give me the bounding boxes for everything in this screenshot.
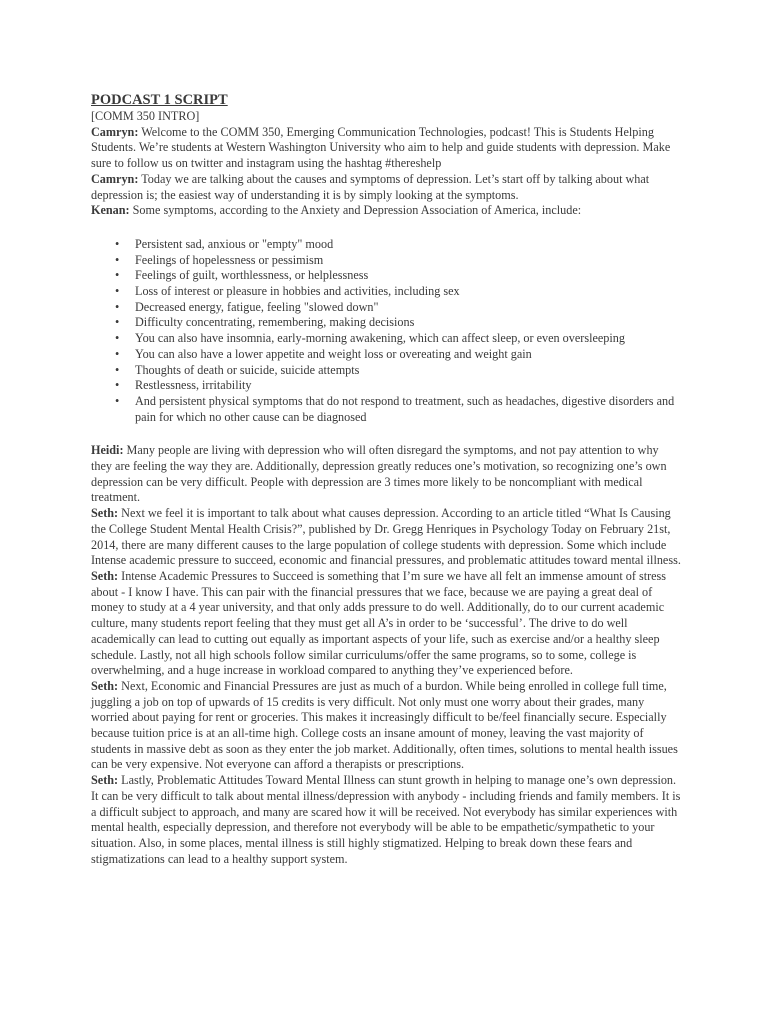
speaker-label: Camryn: [91, 171, 139, 186]
intro-paragraph [91, 125, 681, 172]
symptom-item: • You can also have insomnia, early-morning awakening, which can affect sleep, or even oversleeping [91, 331, 681, 347]
symptom-list [91, 237, 681, 425]
paragraph-text: Lastly, Problematic Attitudes Toward Mental Illness can stunt growth in helping to manage one’s own depression. It can be very difficult to talk about mental illness/depression with anybody - including friends and family members. It is a difficult subject to approach, and many are scared how it will be received. Not everybody has similar experiences with mental health, especially depression, and therefore not everybody will be able to be empathetic/sympathetic to your situation. Also, in some places, mental illness is still highly stigmatized. Helping to break down these fears and stigmatizations can lead to a healthy support system. [91, 773, 681, 866]
symptom-item: • Persistent sad, anxious or "empty" mood [91, 237, 681, 253]
intro-paragraph [91, 172, 681, 203]
speaker-label: Seth: [91, 568, 119, 583]
symptom-item: • Loss of interest or pleasure in hobbies and activities, including sex [91, 284, 681, 300]
body-paragraph [91, 506, 681, 569]
paragraph-text: Next we feel it is important to talk about what causes depression. According to an article titled “What Is Causing the College Student Mental Health Crisis?”, published by Dr. Gregg Henriques in Psychology Today on February 21st, 2014, there are many different causes to the large population of college students with depression. Some which include Intense academic pressure to succeed, economic and financial pressures, and problematic attitudes toward mental illness. [91, 506, 681, 568]
symptom-item: • Feelings of guilt, worthlessness, or helplessness [91, 268, 681, 284]
symptom-item: • Difficulty concentrating, remembering, making decisions [91, 315, 681, 331]
body-paragraph [91, 679, 681, 773]
symptom-item: • Feelings of hopelessness or pessimism [91, 253, 681, 269]
paragraph-text: Next, Economic and Financial Pressures are just as much of a burdon. While being enrolled in college full time, juggling a job on top of upwards of 15 credits is very difficult. Not only must one worry about their grades, many worried about paying for rent or groceries. This makes it increasingly difficult to be/feel financially secure. Especially because tuition price is at an all-time high. College costs an insane amount of money, leaving the vast majority of students in massive debt as soon as they enter the job market. Additionally, often times, solutions to mental health issues can be very expensive. Not everyone can afford a therapists or prescriptions. [91, 678, 678, 772]
paragraph-text: Many people are living with depression who will often disregard the symptoms, and not pay attention to why they are feeling the way they are. Additionally, depression greatly reduces one’s motivation, so recognizing one’s own depression can be very difficult. People with depression are 3 times more likely to be noncompliant with medical treatment. [91, 443, 667, 505]
speaker-label: Seth: [91, 678, 119, 693]
script-document [91, 92, 681, 867]
document-title: PODCAST 1 SCRIPT [91, 92, 228, 108]
speaker-label: Heidi: [91, 443, 124, 458]
body-paragraph [91, 569, 681, 679]
symptom-item: • Decreased energy, fatigue, feeling "slowed down" [91, 300, 681, 316]
symptom-item: • You can also have a lower appetite and weight loss or overeating and weight gain [91, 347, 681, 363]
speaker-label: Camryn: [91, 124, 139, 139]
paragraph-text: Today we are talking about the causes and symptoms of depression. Let’s start off by talking about what depression is; the easiest way of understanding it is by simply looking at the symptoms. [91, 171, 650, 202]
symptom-item: • And persistent physical symptoms that do not respond to treatment, such as headaches, digestive disorders and pain for which no other cause can be diagnosed [91, 394, 681, 425]
speaker-label: Kenan: [91, 203, 130, 218]
intro-paragraph [91, 203, 681, 219]
paragraph-text: Welcome to the COMM 350, Emerging Communication Technologies, podcast! This is Students Helping Students. We’re students at Western Washington University who aim to help and guide students with depression. Make sure to follow us on twitter and instagram using the hashtag #thereshelp [91, 124, 671, 171]
symptom-item: • Thoughts of death or suicide, suicide attempts [91, 363, 681, 379]
paragraph-text: Some symptoms, according to the Anxiety and Depression Association of America, include: [129, 203, 582, 218]
body-paragraph [91, 773, 681, 867]
speaker-label: Seth: [91, 773, 119, 788]
symptom-item: • Restlessness, irritability [91, 378, 681, 394]
paragraph-text: Intense Academic Pressures to Succeed is something that I’m sure we have all felt an immense amount of stress about - I know I have. This can pair with the financial pressures that we face, because we are paying a great deal of money to study at a 4 year university, and that only adds pressure to do well. Additionally, do to our current academic culture, many students report feeling that they must get all A’s in order to be ‘successful’. The drive to do well academically can lead to cutting out equally as important aspects of your life, such as exercise and/or a healthy sleep schedule. Lastly, not all high schools follow similar curriculums/offer the same programs, so to some, college is overwhelming, and a huge increase in workload compared to anything they’ve experienced before. [91, 568, 667, 678]
speaker-label: Seth: [91, 506, 119, 521]
body-paragraph [91, 443, 681, 506]
document-subtitle: [COMM 350 INTRO] [91, 109, 200, 123]
